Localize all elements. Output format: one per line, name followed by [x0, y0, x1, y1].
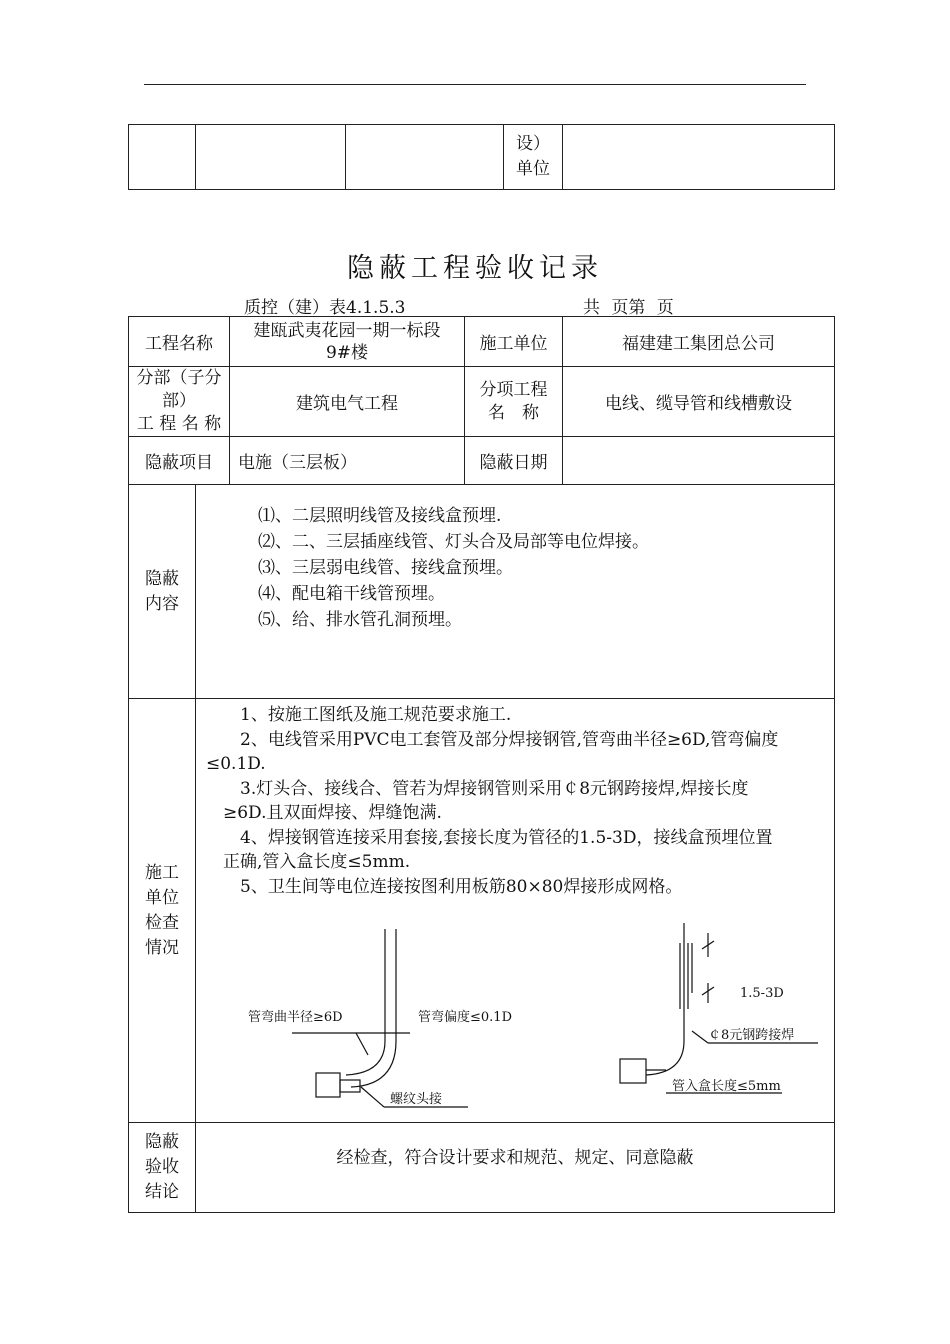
leader-line — [692, 1031, 708, 1043]
junction-box — [620, 1059, 646, 1083]
item-label — [465, 367, 563, 437]
label-bend-deviation: 管弯偏度≤0.1D — [418, 1010, 512, 1025]
check-label-line: 情况 — [145, 937, 179, 958]
hidden-content-item: ⑸、给、排水管孔洞预埋。 — [258, 610, 462, 630]
conclusion-label-line: 验收 — [145, 1157, 179, 1177]
check-line: ≤0.1D. — [206, 754, 266, 774]
conduit-diagram — [196, 913, 832, 1123]
conclusion-text: 经检查，符合设计要求和规范、规定、同意隐蔽 — [196, 1123, 835, 1213]
cell — [129, 125, 196, 190]
project-name-line1: 建瓯武夷花园一期一标段 — [253, 320, 441, 341]
item-label-line2: 名 称 — [488, 402, 539, 423]
cell — [563, 125, 835, 190]
check-label-line: 单位 — [145, 887, 179, 908]
cell — [196, 125, 346, 190]
subdivision-label — [129, 367, 230, 437]
hidden-content-label — [129, 485, 196, 699]
check-line: 正确,管入盒长度≤5mm. — [206, 852, 411, 872]
label-threaded: 螺纹头接 — [390, 1092, 443, 1107]
check-paragraphs — [196, 699, 834, 899]
check-label — [129, 699, 196, 1123]
label-sleeve: 1.5-3D — [740, 986, 784, 1001]
hidden-content-item: ⑵、二、三层插座线管、灯头合及局部等电位焊接。 — [258, 532, 649, 552]
check-label-line: 施工 — [145, 862, 179, 883]
page-title: 隐蔽工程验收记录 — [347, 253, 603, 284]
contractor-label: 施工单位 — [465, 317, 563, 367]
project-name-line2: 9#楼 — [325, 342, 369, 363]
label-weld: ￠8元钢跨接焊 — [708, 1028, 795, 1043]
subdivision-label-line1: 分部（子分部） — [136, 368, 222, 411]
hidden-content-list — [196, 485, 835, 699]
hidden-content-item: ⑷、配电箱干线管预埋。 — [258, 584, 445, 604]
hidden-date-value — [563, 437, 835, 485]
bend-outer — [346, 1041, 385, 1075]
item-label-line1: 分项工程 — [479, 379, 548, 400]
check-content — [196, 699, 835, 1123]
unit-label-cell — [504, 125, 563, 190]
record-table — [128, 316, 835, 1213]
check-line: 5、卫生间等电位连接按图利用板筋80×80焊接形成网格。 — [206, 876, 683, 897]
cell — [346, 125, 504, 190]
unit-label-line2: 单位 — [516, 159, 550, 179]
item-value: 电线、缆导管和线槽敷设 — [563, 367, 835, 437]
check-line: 1、按施工图纸及施工规范要求施工. — [206, 705, 512, 725]
check-line: 3.灯头合、接线合、管若为焊接钢管则采用￠8元钢跨接焊,焊接长度 — [206, 778, 749, 799]
contractor-value: 福建建工集团总公司 — [563, 317, 835, 367]
leader-line — [356, 1033, 368, 1055]
hidden-item-value: 电施（三层板） — [230, 437, 465, 485]
conclusion-label-line: 结论 — [145, 1182, 179, 1202]
project-name-value — [230, 317, 465, 367]
hidden-content-label-line2: 内容 — [145, 593, 179, 614]
hidden-date-label: 隐蔽日期 — [465, 437, 563, 485]
unit-label-line1: 设） — [516, 134, 550, 154]
check-line: 4、焊接钢管连接采用套接,套接长度为管径的1.5-3D，接线盒预埋位置 — [206, 827, 773, 848]
page-info: 共 页第 页 — [583, 298, 674, 318]
hidden-content-item: ⑶、三层弱电线管、接线盒预埋。 — [258, 558, 513, 578]
subdivision-value: 建筑电气工程 — [230, 367, 465, 437]
previous-table-fragment — [128, 124, 835, 190]
hidden-content-item: ⑴、二层照明线管及接线盒预埋. — [258, 506, 502, 526]
header-rule — [144, 84, 806, 85]
form-number: 质控（建）表4.1.5.3 — [244, 298, 406, 318]
check-line: 2、电线管采用PVC电工套管及部分焊接钢管,管弯曲半径≥6D,管弯偏度 — [206, 729, 779, 750]
junction-box — [316, 1073, 340, 1097]
check-line: ≥6D.且双面焊接、焊缝饱满. — [206, 803, 442, 823]
check-label-line: 检查 — [145, 912, 179, 933]
leader-line — [361, 1087, 384, 1107]
hidden-item-label: 隐蔽项目 — [129, 437, 230, 485]
hidden-content-label-line1: 隐蔽 — [145, 568, 179, 589]
project-name-label: 工程名称 — [129, 317, 230, 367]
conclusion-label-line: 隐蔽 — [145, 1132, 179, 1152]
conclusion-label — [129, 1123, 196, 1213]
subdivision-label-line2: 工 程 名 称 — [136, 414, 222, 434]
label-bend-radius: 管弯曲半径≥6D — [248, 1010, 343, 1025]
right-figure — [620, 923, 818, 1093]
label-into-box: 管入盒长度≤5mm — [672, 1079, 781, 1094]
